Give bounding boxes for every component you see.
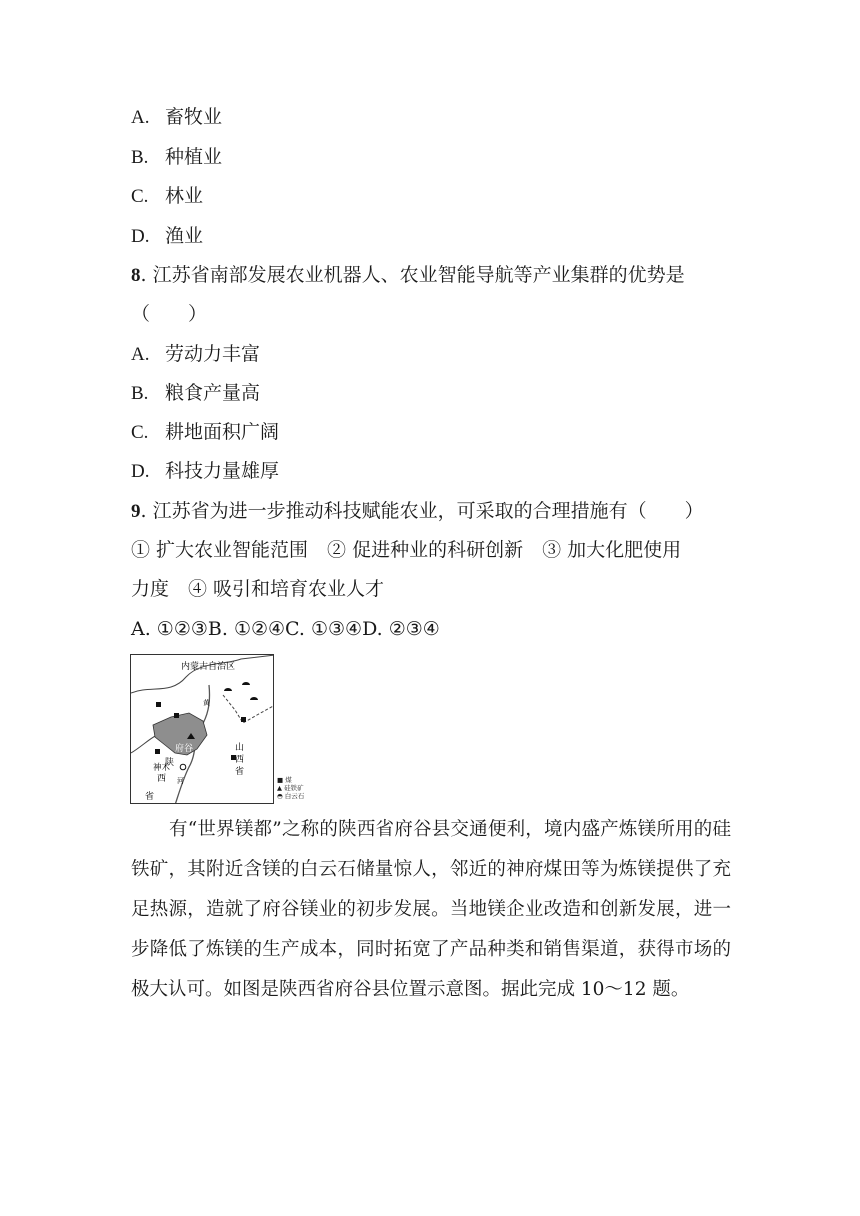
option-text: 林业 (165, 185, 204, 207)
option-text: 耕地面积广阔 (165, 421, 280, 443)
option-text: 渔业 (165, 225, 204, 247)
legend-label: 白云石 (284, 792, 305, 800)
q8-option-b (131, 381, 260, 406)
province-border-line (131, 655, 274, 693)
q7-option-b (131, 145, 222, 170)
coal-symbol (241, 717, 246, 722)
legend-label: 煤 (285, 776, 292, 784)
question-stem: . 江苏省为进一步推动科技赋能农业，可采取的合理措施有（ ） (140, 500, 704, 522)
option-text: 劳动力丰富 (165, 343, 261, 365)
q8-option-d (131, 459, 279, 484)
map-label-fugu: 府谷 (175, 744, 194, 754)
option-letter: C. (131, 422, 149, 443)
option-letter: D. (131, 461, 150, 482)
option-text: 粮食产量高 (165, 382, 261, 404)
q8-answer-paren: （ ） (131, 303, 208, 325)
option-letter: C. (131, 186, 149, 207)
legend-item-coal: ■ 煤 (277, 776, 292, 784)
map-label-shaanxi-2: 西 (157, 774, 167, 784)
dolomite-symbol (224, 688, 232, 691)
q8-stem (131, 263, 685, 288)
option-text: 科技力量雄厚 (165, 460, 280, 482)
shenmu-marker (180, 764, 186, 770)
q8-option-a (131, 342, 260, 367)
dolomite-symbol (250, 697, 258, 700)
map-label-shaanxi-3: 省 (145, 792, 155, 802)
map-label-shanxi-3: 省 (235, 767, 245, 777)
map-label-inner-mongolia: 内蒙古自治区 (181, 662, 236, 672)
option-letter: A. (131, 344, 150, 365)
q7-option-a (131, 105, 222, 130)
legend-item-ferrosilicon: ▲ 硅铁矿 (277, 784, 304, 792)
map-label-shaanxi-1: 陕 (165, 758, 175, 768)
legend-label: 硅铁矿 (284, 784, 304, 792)
question-number: 9 (131, 501, 141, 522)
reading-passage: 有“世界镁都”之称的陕西省府谷县交通便利，境内盛产炼镁所用的硅铁矿，其附近含镁的白云石储量惊人，邻近的神府煤田等为炼镁提供了充足热源，造就了府谷镁业的初步发展。当地镁企业改造和创新发展，进一步降低了炼镁的生产成本，同时拓宽了产品种类和销售渠道，获得市场的极大认可。如图是陕西省府谷县位置示意图。据此完成 10～12 题。 (131, 819, 731, 1000)
legend-item-dolomite: ◓ 白云石 (277, 792, 305, 800)
option-letter: A. (131, 107, 150, 128)
option-letter: D. (131, 226, 150, 247)
province-border-dashed (223, 695, 274, 723)
coal-symbol (155, 749, 160, 754)
map-label-shanxi-2: 西 (235, 755, 245, 765)
q9-items-line2: 力度 ④ 吸引和培育农业人才 (131, 578, 385, 600)
q7-option-d (131, 224, 203, 249)
map-label-river-2: 河 (177, 777, 184, 785)
q8-option-c (131, 420, 279, 445)
question-stem: . 江苏省南部发展农业机器人、农业智能导航等产业集群的优势是 (140, 264, 685, 286)
q9-stem (131, 499, 704, 524)
fugu-location-map (130, 654, 274, 804)
map-label-shanxi-1: 山 (235, 743, 245, 753)
coal-symbol (174, 713, 179, 718)
map-label-river-1: 黄 (203, 699, 210, 707)
q7-option-c (131, 184, 203, 209)
option-text: 畜牧业 (165, 106, 223, 128)
question-number: 8 (131, 265, 141, 286)
q9-items-line1: ① 扩大农业智能范围 ② 促进种业的科研创新 ③ 加大化肥使用 (131, 539, 682, 561)
option-letter: B. (131, 147, 149, 168)
coal-symbol (156, 702, 161, 707)
map-label-shenmu: 神木 (153, 763, 171, 773)
map-legend (277, 776, 304, 800)
map-drawing (131, 655, 274, 804)
dolomite-symbol (242, 682, 250, 685)
option-text: 种植业 (165, 146, 223, 168)
q9-options: A. ①②③B. ①②④C. ①③④D. ②③④ (131, 618, 440, 640)
option-letter: B. (131, 383, 149, 404)
